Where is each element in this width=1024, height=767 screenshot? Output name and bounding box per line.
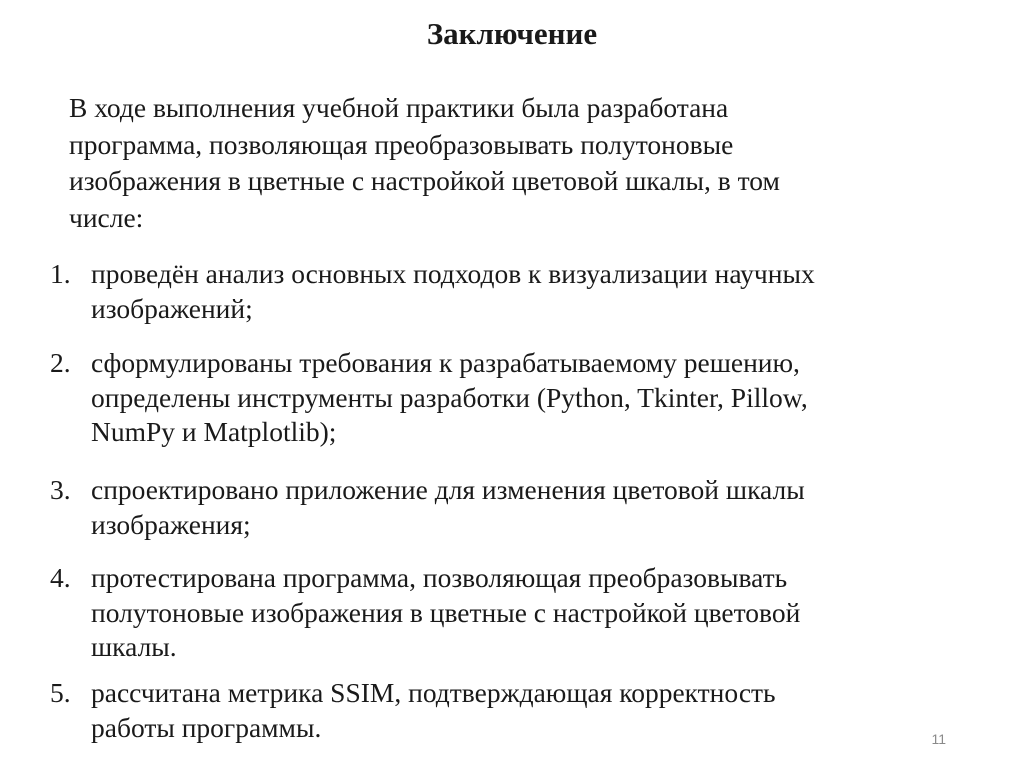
list-item-line: работы программы. <box>91 711 322 743</box>
list-item-line: сформулированы требования к разрабатываемому решению, <box>91 347 800 378</box>
list-item <box>50 346 950 450</box>
list-item <box>50 676 950 745</box>
list-item-line: изображения; <box>91 508 251 540</box>
list-item-number: 3. <box>50 474 71 505</box>
intro-line: В ходе выполнения учебной практики была разработана <box>69 92 729 123</box>
list-item-number: 2. <box>50 347 71 378</box>
list-item <box>50 561 950 665</box>
page-number: 11 <box>931 731 946 747</box>
list-item-line: проведён анализ основных подходов к визуализации научных <box>91 258 815 289</box>
list-item-line: NumPy и Matplotlib); <box>91 416 337 447</box>
list-item-line: протестирована программа, позволяющая преобразовывать <box>91 562 788 593</box>
list-item-number: 4. <box>50 562 71 593</box>
intro-line: изображения в цветные с настройкой цветовой шкалы, в том <box>69 165 780 196</box>
list-item-number: 1. <box>50 258 71 289</box>
list-item-number: 5. <box>50 677 71 708</box>
intro-line: числе: <box>69 201 144 233</box>
list-item <box>50 473 950 542</box>
list-item-line: полутоновые изображения в цветные с настройкой цветовой <box>91 596 801 628</box>
list-item-line: изображений; <box>91 292 253 324</box>
list-item-line: определены инструменты разработки (Python, Tkinter, Pillow, <box>91 381 808 413</box>
list-item-line: спроектировано приложение для изменения цветовой шкалы <box>91 474 805 505</box>
intro-line: программа, позволяющая преобразовывать полутоновые <box>69 128 734 160</box>
list-item-line: шкалы. <box>91 631 177 662</box>
slide-title: Заключение <box>426 16 598 51</box>
list-item-line: рассчитана метрика SSIM, подтверждающая корректность <box>91 677 776 708</box>
list-item <box>50 257 950 326</box>
